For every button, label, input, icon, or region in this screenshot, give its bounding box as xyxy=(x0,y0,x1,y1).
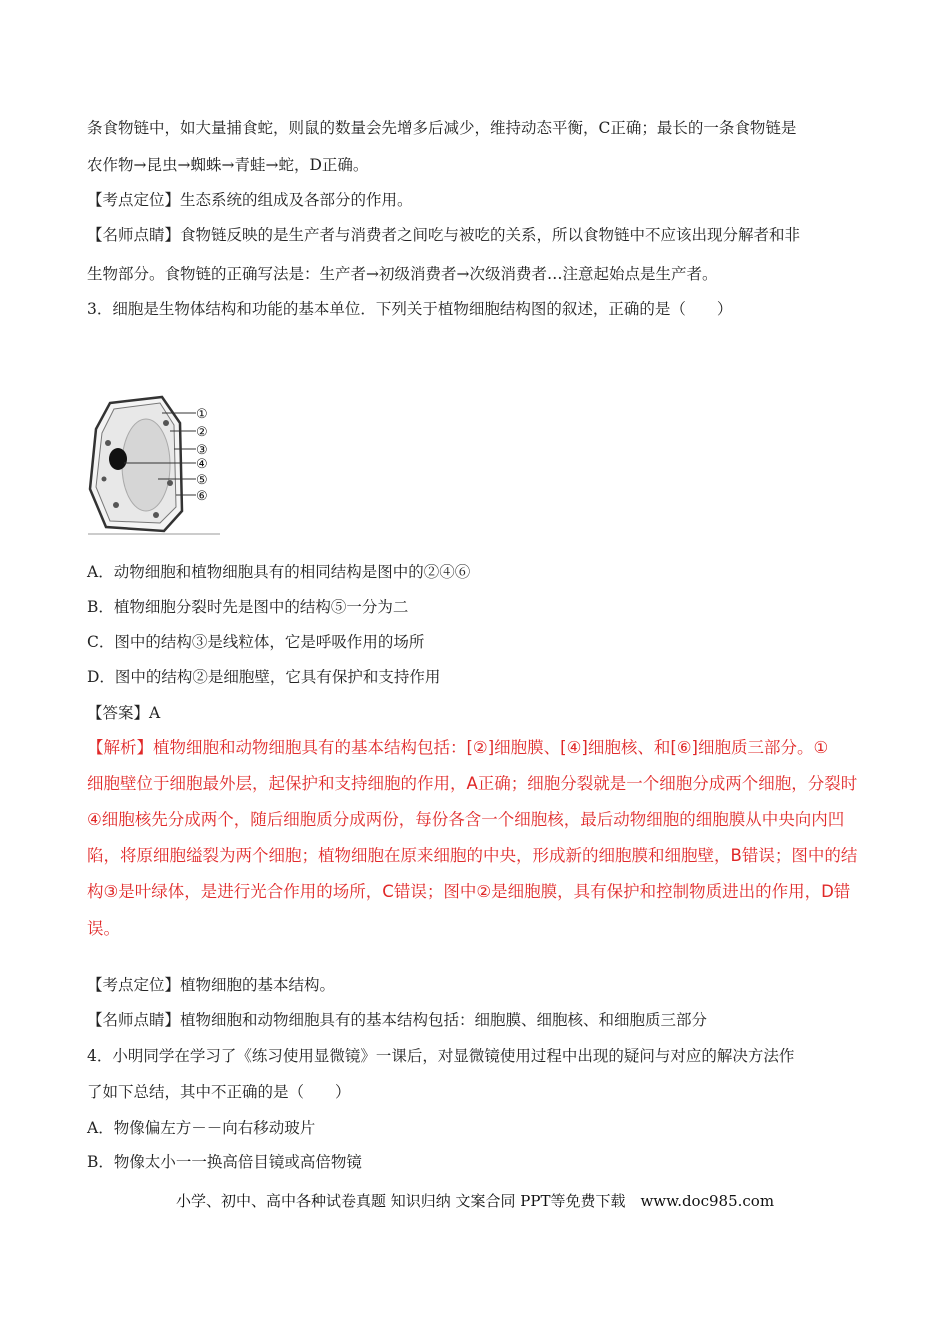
analysis-line: ④细胞核先分成两个，随后细胞质分成两份，每份各含一个细胞核，最后动物细胞的细胞膜从中央向内凹 xyxy=(87,810,845,829)
option-a: A．动物细胞和植物细胞具有的相同结构是图中的②④⑥ xyxy=(87,563,471,581)
diagram-label-1: ① xyxy=(196,407,208,422)
text-line: 农作物→昆虫→蜘蛛→青蛙→蛇，D正确。 xyxy=(87,156,369,174)
text-line: 生物部分。食物链的正确写法是：生产者→初级消费者→次级消费者…注意起始点是生产者。 xyxy=(87,265,718,283)
plant-cell-diagram xyxy=(88,393,220,535)
teacher-note-line: 【名师点睛】植物细胞和动物细胞具有的基本结构包括：细胞膜、细胞核、和细胞质三部分 xyxy=(87,1011,708,1029)
answer: 【答案】A xyxy=(87,704,161,722)
text-line: 条食物链中，如大量捕食蛇，则鼠的数量会先增多后减少，维持动态平衡，C正确；最长的一条食物链是 xyxy=(87,119,797,137)
analysis-line: 【解析】植物细胞和动物细胞具有的基本结构包括：[②]细胞膜、[④]细胞核、和[⑥]细胞质三部分。① xyxy=(87,738,829,757)
analysis-line: 细胞壁位于细胞最外层，起保护和支持细胞的作用，A正确；细胞分裂就是一个细胞分成两个细胞，分裂时 xyxy=(87,774,858,793)
key-point-line: 【考点定位】生态系统的组成及各部分的作用。 xyxy=(87,191,413,209)
diagram-label-3: ③ xyxy=(196,443,208,458)
analysis-line: 构③是叶绿体，是进行光合作用的场所，C错误；图中②是细胞膜，具有保护和控制物质进出的作用，D错 xyxy=(87,882,851,901)
page-footer: 小学、初中、高中各种试卷真题 知识归纳 文案合同 PPT等免费下载 www.doc985.com xyxy=(175,1192,775,1210)
q4-option-b: B．物像太小一一换高倍目镜或高倍物镜 xyxy=(87,1153,362,1171)
question-4-cont: 了如下总结，其中不正确的是（ ） xyxy=(87,1083,351,1101)
diagram-label-4: ④ xyxy=(196,457,208,472)
teacher-note-line: 【名师点睛】食物链反映的是生产者与消费者之间吃与被吃的关系，所以食物链中不应该出现分解者和非 xyxy=(87,226,801,244)
diagram-label-6: ⑥ xyxy=(196,489,208,504)
q4-option-a: A．物像偏左方－－向右移动玻片 xyxy=(87,1119,316,1137)
diagram-label-2: ② xyxy=(196,425,208,440)
analysis-line: 陷，将原细胞缢裂为两个细胞；植物细胞在原来细胞的中央，形成新的细胞膜和细胞壁，B错误；图中的结 xyxy=(87,846,858,865)
option-d: D．图中的结构②是细胞壁，它具有保护和支持作用 xyxy=(87,668,441,686)
key-point-line: 【考点定位】植物细胞的基本结构。 xyxy=(87,976,336,994)
option-b: B．植物细胞分裂时先是图中的结构⑤一分为二 xyxy=(87,598,409,616)
analysis-line: 误。 xyxy=(87,919,120,938)
diagram-label-5: ⑤ xyxy=(196,473,208,488)
question-3: 3．细胞是生物体结构和功能的基本单位．下列关于植物细胞结构图的叙述，正确的是（ ） xyxy=(87,300,733,318)
question-4: 4．小明同学在学习了《练习使用显微镜》一课后，对显微镜使用过程中出现的疑问与对应的解决方法作 xyxy=(87,1047,795,1065)
option-c: C．图中的结构③是线粒体，它是呼吸作用的场所 xyxy=(87,633,425,651)
